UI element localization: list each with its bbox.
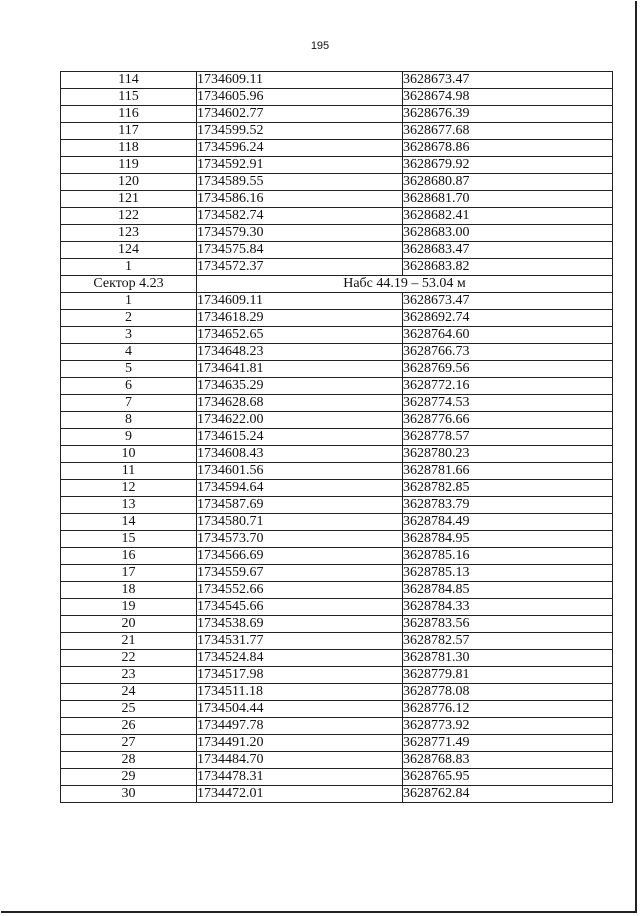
table-row bbox=[61, 667, 613, 684]
point-number-cell: 118 bbox=[61, 140, 197, 157]
x-coordinate-cell: 1734602.77 bbox=[197, 106, 403, 123]
y-coordinate-cell: 3628782.57 bbox=[403, 633, 613, 650]
x-coordinate-cell: 1734575.84 bbox=[197, 242, 403, 259]
point-number-cell: 1 bbox=[61, 259, 197, 276]
table-row bbox=[61, 225, 613, 242]
sector-header-group bbox=[61, 276, 613, 293]
y-coordinate-cell: 3628679.92 bbox=[403, 157, 613, 174]
y-coordinate-cell: 3628778.57 bbox=[403, 429, 613, 446]
sector-height-range: Набс 44.19 – 53.04 м bbox=[197, 276, 613, 293]
table-row bbox=[61, 412, 613, 429]
table-row bbox=[61, 718, 613, 735]
point-number-cell: 13 bbox=[61, 497, 197, 514]
x-coordinate-cell: 1734589.55 bbox=[197, 174, 403, 191]
point-number-cell: 4 bbox=[61, 344, 197, 361]
y-coordinate-cell: 3628674.98 bbox=[403, 89, 613, 106]
x-coordinate-cell: 1734587.69 bbox=[197, 497, 403, 514]
table-row bbox=[61, 701, 613, 718]
coordinates-table bbox=[60, 71, 613, 803]
point-number-cell: 10 bbox=[61, 446, 197, 463]
table-row bbox=[61, 616, 613, 633]
x-coordinate-cell: 1734605.96 bbox=[197, 89, 403, 106]
x-coordinate-cell: 1734582.74 bbox=[197, 208, 403, 225]
y-coordinate-cell: 3628781.66 bbox=[403, 463, 613, 480]
table-row bbox=[61, 242, 613, 259]
sector-row bbox=[61, 276, 613, 293]
point-number-cell: 122 bbox=[61, 208, 197, 225]
point-number-cell: 124 bbox=[61, 242, 197, 259]
point-number-cell: 24 bbox=[61, 684, 197, 701]
table-row bbox=[61, 208, 613, 225]
x-coordinate-cell: 1734618.29 bbox=[197, 310, 403, 327]
y-coordinate-cell: 3628776.12 bbox=[403, 701, 613, 718]
table-body-before bbox=[61, 72, 613, 276]
table-row bbox=[61, 89, 613, 106]
y-coordinate-cell: 3628683.47 bbox=[403, 242, 613, 259]
point-number-cell: 119 bbox=[61, 157, 197, 174]
x-coordinate-cell: 1734628.68 bbox=[197, 395, 403, 412]
point-number-cell: 114 bbox=[61, 72, 197, 89]
y-coordinate-cell: 3628774.53 bbox=[403, 395, 613, 412]
x-coordinate-cell: 1734538.69 bbox=[197, 616, 403, 633]
table-row bbox=[61, 123, 613, 140]
y-coordinate-cell: 3628765.95 bbox=[403, 769, 613, 786]
y-coordinate-cell: 3628683.00 bbox=[403, 225, 613, 242]
point-number-cell: 9 bbox=[61, 429, 197, 446]
point-number-cell: 14 bbox=[61, 514, 197, 531]
y-coordinate-cell: 3628776.66 bbox=[403, 412, 613, 429]
y-coordinate-cell: 3628783.79 bbox=[403, 497, 613, 514]
x-coordinate-cell: 1734580.71 bbox=[197, 514, 403, 531]
y-coordinate-cell: 3628677.68 bbox=[403, 123, 613, 140]
table-row bbox=[61, 259, 613, 276]
x-coordinate-cell: 1734648.23 bbox=[197, 344, 403, 361]
table-row bbox=[61, 174, 613, 191]
table-row bbox=[61, 497, 613, 514]
y-coordinate-cell: 3628781.30 bbox=[403, 650, 613, 667]
table-row bbox=[61, 106, 613, 123]
point-number-cell: 27 bbox=[61, 735, 197, 752]
y-coordinate-cell: 3628778.08 bbox=[403, 684, 613, 701]
x-coordinate-cell: 1734635.29 bbox=[197, 378, 403, 395]
point-number-cell: 30 bbox=[61, 786, 197, 803]
y-coordinate-cell: 3628764.60 bbox=[403, 327, 613, 344]
table-row bbox=[61, 140, 613, 157]
y-coordinate-cell: 3628782.85 bbox=[403, 480, 613, 497]
point-number-cell: 121 bbox=[61, 191, 197, 208]
x-coordinate-cell: 1734517.98 bbox=[197, 667, 403, 684]
y-coordinate-cell: 3628784.95 bbox=[403, 531, 613, 548]
table-row bbox=[61, 310, 613, 327]
point-number-cell: 21 bbox=[61, 633, 197, 650]
point-number-cell: 8 bbox=[61, 412, 197, 429]
point-number-cell: 116 bbox=[61, 106, 197, 123]
x-coordinate-cell: 1734497.78 bbox=[197, 718, 403, 735]
table-row bbox=[61, 786, 613, 803]
y-coordinate-cell: 3628766.73 bbox=[403, 344, 613, 361]
table-row bbox=[61, 446, 613, 463]
point-number-cell: 22 bbox=[61, 650, 197, 667]
point-number-cell: 123 bbox=[61, 225, 197, 242]
x-coordinate-cell: 1734545.66 bbox=[197, 599, 403, 616]
x-coordinate-cell: 1734552.66 bbox=[197, 582, 403, 599]
table-row bbox=[61, 684, 613, 701]
point-number-cell: 19 bbox=[61, 599, 197, 616]
x-coordinate-cell: 1734531.77 bbox=[197, 633, 403, 650]
page-number: 195 bbox=[310, 40, 330, 52]
point-number-cell: 1 bbox=[61, 293, 197, 310]
x-coordinate-cell: 1734652.65 bbox=[197, 327, 403, 344]
point-number-cell: 15 bbox=[61, 531, 197, 548]
point-number-cell: 16 bbox=[61, 548, 197, 565]
y-coordinate-cell: 3628762.84 bbox=[403, 786, 613, 803]
x-coordinate-cell: 1734641.81 bbox=[197, 361, 403, 378]
x-coordinate-cell: 1734601.56 bbox=[197, 463, 403, 480]
table-body-after bbox=[61, 293, 613, 803]
point-number-cell: 17 bbox=[61, 565, 197, 582]
table-row bbox=[61, 395, 613, 412]
point-number-cell: 25 bbox=[61, 701, 197, 718]
table-row bbox=[61, 378, 613, 395]
table-row bbox=[61, 735, 613, 752]
table-row bbox=[61, 429, 613, 446]
table-row bbox=[61, 769, 613, 786]
table-row bbox=[61, 531, 613, 548]
y-coordinate-cell: 3628681.70 bbox=[403, 191, 613, 208]
x-coordinate-cell: 1734609.11 bbox=[197, 293, 403, 310]
point-number-cell: 3 bbox=[61, 327, 197, 344]
y-coordinate-cell: 3628676.39 bbox=[403, 106, 613, 123]
x-coordinate-cell: 1734559.67 bbox=[197, 565, 403, 582]
y-coordinate-cell: 3628784.33 bbox=[403, 599, 613, 616]
table-row bbox=[61, 327, 613, 344]
point-number-cell: 117 bbox=[61, 123, 197, 140]
x-coordinate-cell: 1734504.44 bbox=[197, 701, 403, 718]
table-row bbox=[61, 565, 613, 582]
point-number-cell: 7 bbox=[61, 395, 197, 412]
y-coordinate-cell: 3628784.49 bbox=[403, 514, 613, 531]
table-row bbox=[61, 752, 613, 769]
x-coordinate-cell: 1734491.20 bbox=[197, 735, 403, 752]
table-row bbox=[61, 463, 613, 480]
x-coordinate-cell: 1734579.30 bbox=[197, 225, 403, 242]
table-row bbox=[61, 633, 613, 650]
y-coordinate-cell: 3628784.85 bbox=[403, 582, 613, 599]
point-number-cell: 23 bbox=[61, 667, 197, 684]
table-row bbox=[61, 599, 613, 616]
x-coordinate-cell: 1734472.01 bbox=[197, 786, 403, 803]
x-coordinate-cell: 1734609.11 bbox=[197, 72, 403, 89]
table-row bbox=[61, 344, 613, 361]
y-coordinate-cell: 3628673.47 bbox=[403, 293, 613, 310]
y-coordinate-cell: 3628779.81 bbox=[403, 667, 613, 684]
table-row bbox=[61, 548, 613, 565]
y-coordinate-cell: 3628785.13 bbox=[403, 565, 613, 582]
point-number-cell: 18 bbox=[61, 582, 197, 599]
x-coordinate-cell: 1734596.24 bbox=[197, 140, 403, 157]
point-number-cell: 2 bbox=[61, 310, 197, 327]
point-number-cell: 11 bbox=[61, 463, 197, 480]
table-row bbox=[61, 157, 613, 174]
x-coordinate-cell: 1734592.91 bbox=[197, 157, 403, 174]
x-coordinate-cell: 1734484.70 bbox=[197, 752, 403, 769]
point-number-cell: 12 bbox=[61, 480, 197, 497]
y-coordinate-cell: 3628783.56 bbox=[403, 616, 613, 633]
point-number-cell: 28 bbox=[61, 752, 197, 769]
point-number-cell: 26 bbox=[61, 718, 197, 735]
point-number-cell: 20 bbox=[61, 616, 197, 633]
point-number-cell: 5 bbox=[61, 361, 197, 378]
y-coordinate-cell: 3628773.92 bbox=[403, 718, 613, 735]
y-coordinate-cell: 3628682.41 bbox=[403, 208, 613, 225]
x-coordinate-cell: 1734572.37 bbox=[197, 259, 403, 276]
point-number-cell: 29 bbox=[61, 769, 197, 786]
x-coordinate-cell: 1734608.43 bbox=[197, 446, 403, 463]
x-coordinate-cell: 1734478.31 bbox=[197, 769, 403, 786]
x-coordinate-cell: 1734511.18 bbox=[197, 684, 403, 701]
point-number-cell: 115 bbox=[61, 89, 197, 106]
x-coordinate-cell: 1734566.69 bbox=[197, 548, 403, 565]
y-coordinate-cell: 3628772.16 bbox=[403, 378, 613, 395]
point-number-cell: 6 bbox=[61, 378, 197, 395]
table-row bbox=[61, 480, 613, 497]
y-coordinate-cell: 3628692.74 bbox=[403, 310, 613, 327]
x-coordinate-cell: 1734599.52 bbox=[197, 123, 403, 140]
y-coordinate-cell: 3628785.16 bbox=[403, 548, 613, 565]
y-coordinate-cell: 3628771.49 bbox=[403, 735, 613, 752]
table-row bbox=[61, 293, 613, 310]
table-row bbox=[61, 72, 613, 89]
table-row bbox=[61, 191, 613, 208]
y-coordinate-cell: 3628673.47 bbox=[403, 72, 613, 89]
table-row bbox=[61, 514, 613, 531]
x-coordinate-cell: 1734524.84 bbox=[197, 650, 403, 667]
sector-label: Сектор 4.23 bbox=[61, 276, 197, 293]
table-row bbox=[61, 361, 613, 378]
y-coordinate-cell: 3628769.56 bbox=[403, 361, 613, 378]
x-coordinate-cell: 1734622.00 bbox=[197, 412, 403, 429]
y-coordinate-cell: 3628780.23 bbox=[403, 446, 613, 463]
y-coordinate-cell: 3628678.86 bbox=[403, 140, 613, 157]
x-coordinate-cell: 1734573.70 bbox=[197, 531, 403, 548]
x-coordinate-cell: 1734615.24 bbox=[197, 429, 403, 446]
x-coordinate-cell: 1734586.16 bbox=[197, 191, 403, 208]
y-coordinate-cell: 3628768.83 bbox=[403, 752, 613, 769]
x-coordinate-cell: 1734594.64 bbox=[197, 480, 403, 497]
point-number-cell: 120 bbox=[61, 174, 197, 191]
table-row bbox=[61, 582, 613, 599]
table-row bbox=[61, 650, 613, 667]
y-coordinate-cell: 3628680.87 bbox=[403, 174, 613, 191]
y-coordinate-cell: 3628683.82 bbox=[403, 259, 613, 276]
